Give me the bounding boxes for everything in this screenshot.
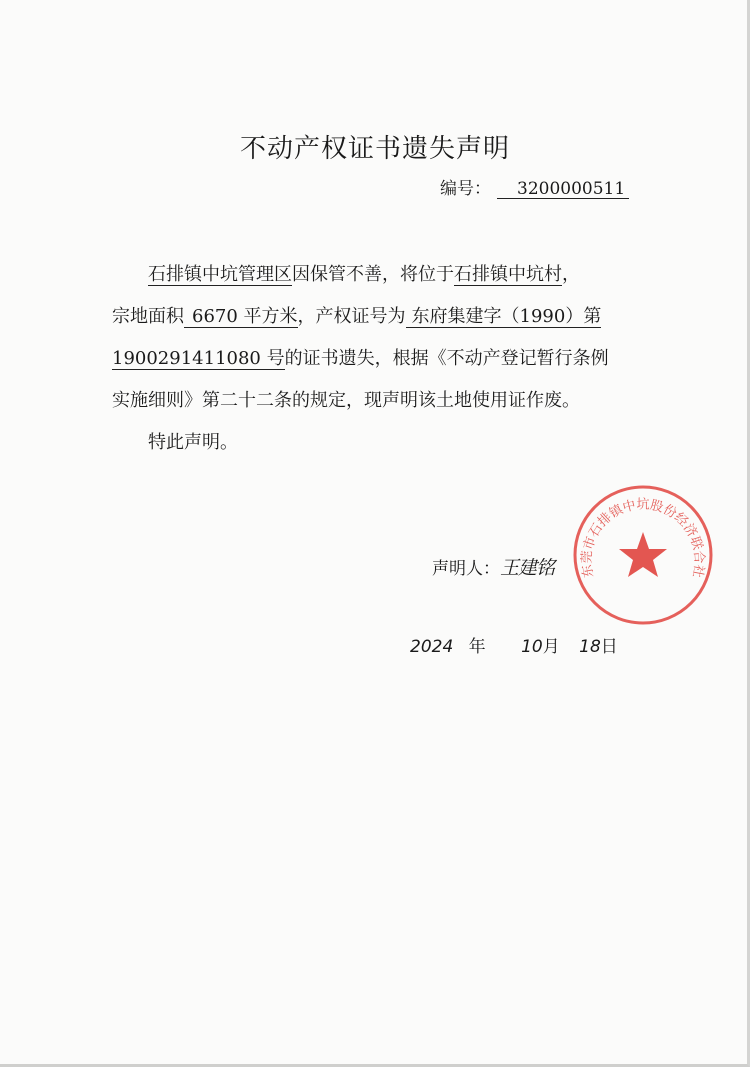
owner-name: 石排镇中坑管理区: [148, 264, 292, 285]
land-area: 6670 平方米: [184, 306, 298, 328]
document-number: [440, 174, 629, 199]
certificate-prefix: 东府集建字（1990）第: [406, 306, 602, 328]
body-line-2: 宗地面积 6670 平方米，产权证号为 东府集建字（1990）第: [112, 306, 602, 327]
document-title: 不动产权证书遗失声明: [239, 134, 510, 164]
declarant-signature: 王建铭: [500, 557, 555, 579]
date-year: 2024: [410, 637, 454, 657]
date-day-unit: 日: [600, 637, 618, 657]
date-month-unit: 月: [542, 637, 560, 657]
declarant-label: 声明人：: [432, 559, 500, 579]
declarant-row: [432, 553, 554, 580]
body-line-1: 石排镇中坑管理区因保管不善，将位于石排镇中坑村，: [148, 264, 580, 285]
statement-date: [410, 632, 618, 657]
body-line-4: 实施细则》第二十二条的规定，现声明该土地使用证作废。: [112, 390, 580, 411]
statement-body: [112, 254, 640, 464]
date-year-unit: 年: [468, 637, 486, 657]
date-day: 18: [579, 637, 601, 657]
closing-statement: 特此声明。: [148, 432, 238, 453]
number-label: 编号：: [440, 179, 491, 199]
property-location: 石排镇中坑村: [454, 264, 562, 285]
certificate-number: 1900291411080 号: [112, 348, 285, 369]
seal-text: 东莞市石排镇中坑股份经济联合社: [579, 497, 707, 579]
date-month: 10: [521, 637, 543, 657]
body-line-3: 1900291411080 号的证书遗失，根据《不动产登记暂行条例: [112, 348, 609, 369]
official-seal-icon: [570, 482, 716, 628]
number-value: 3200000511: [497, 180, 629, 199]
